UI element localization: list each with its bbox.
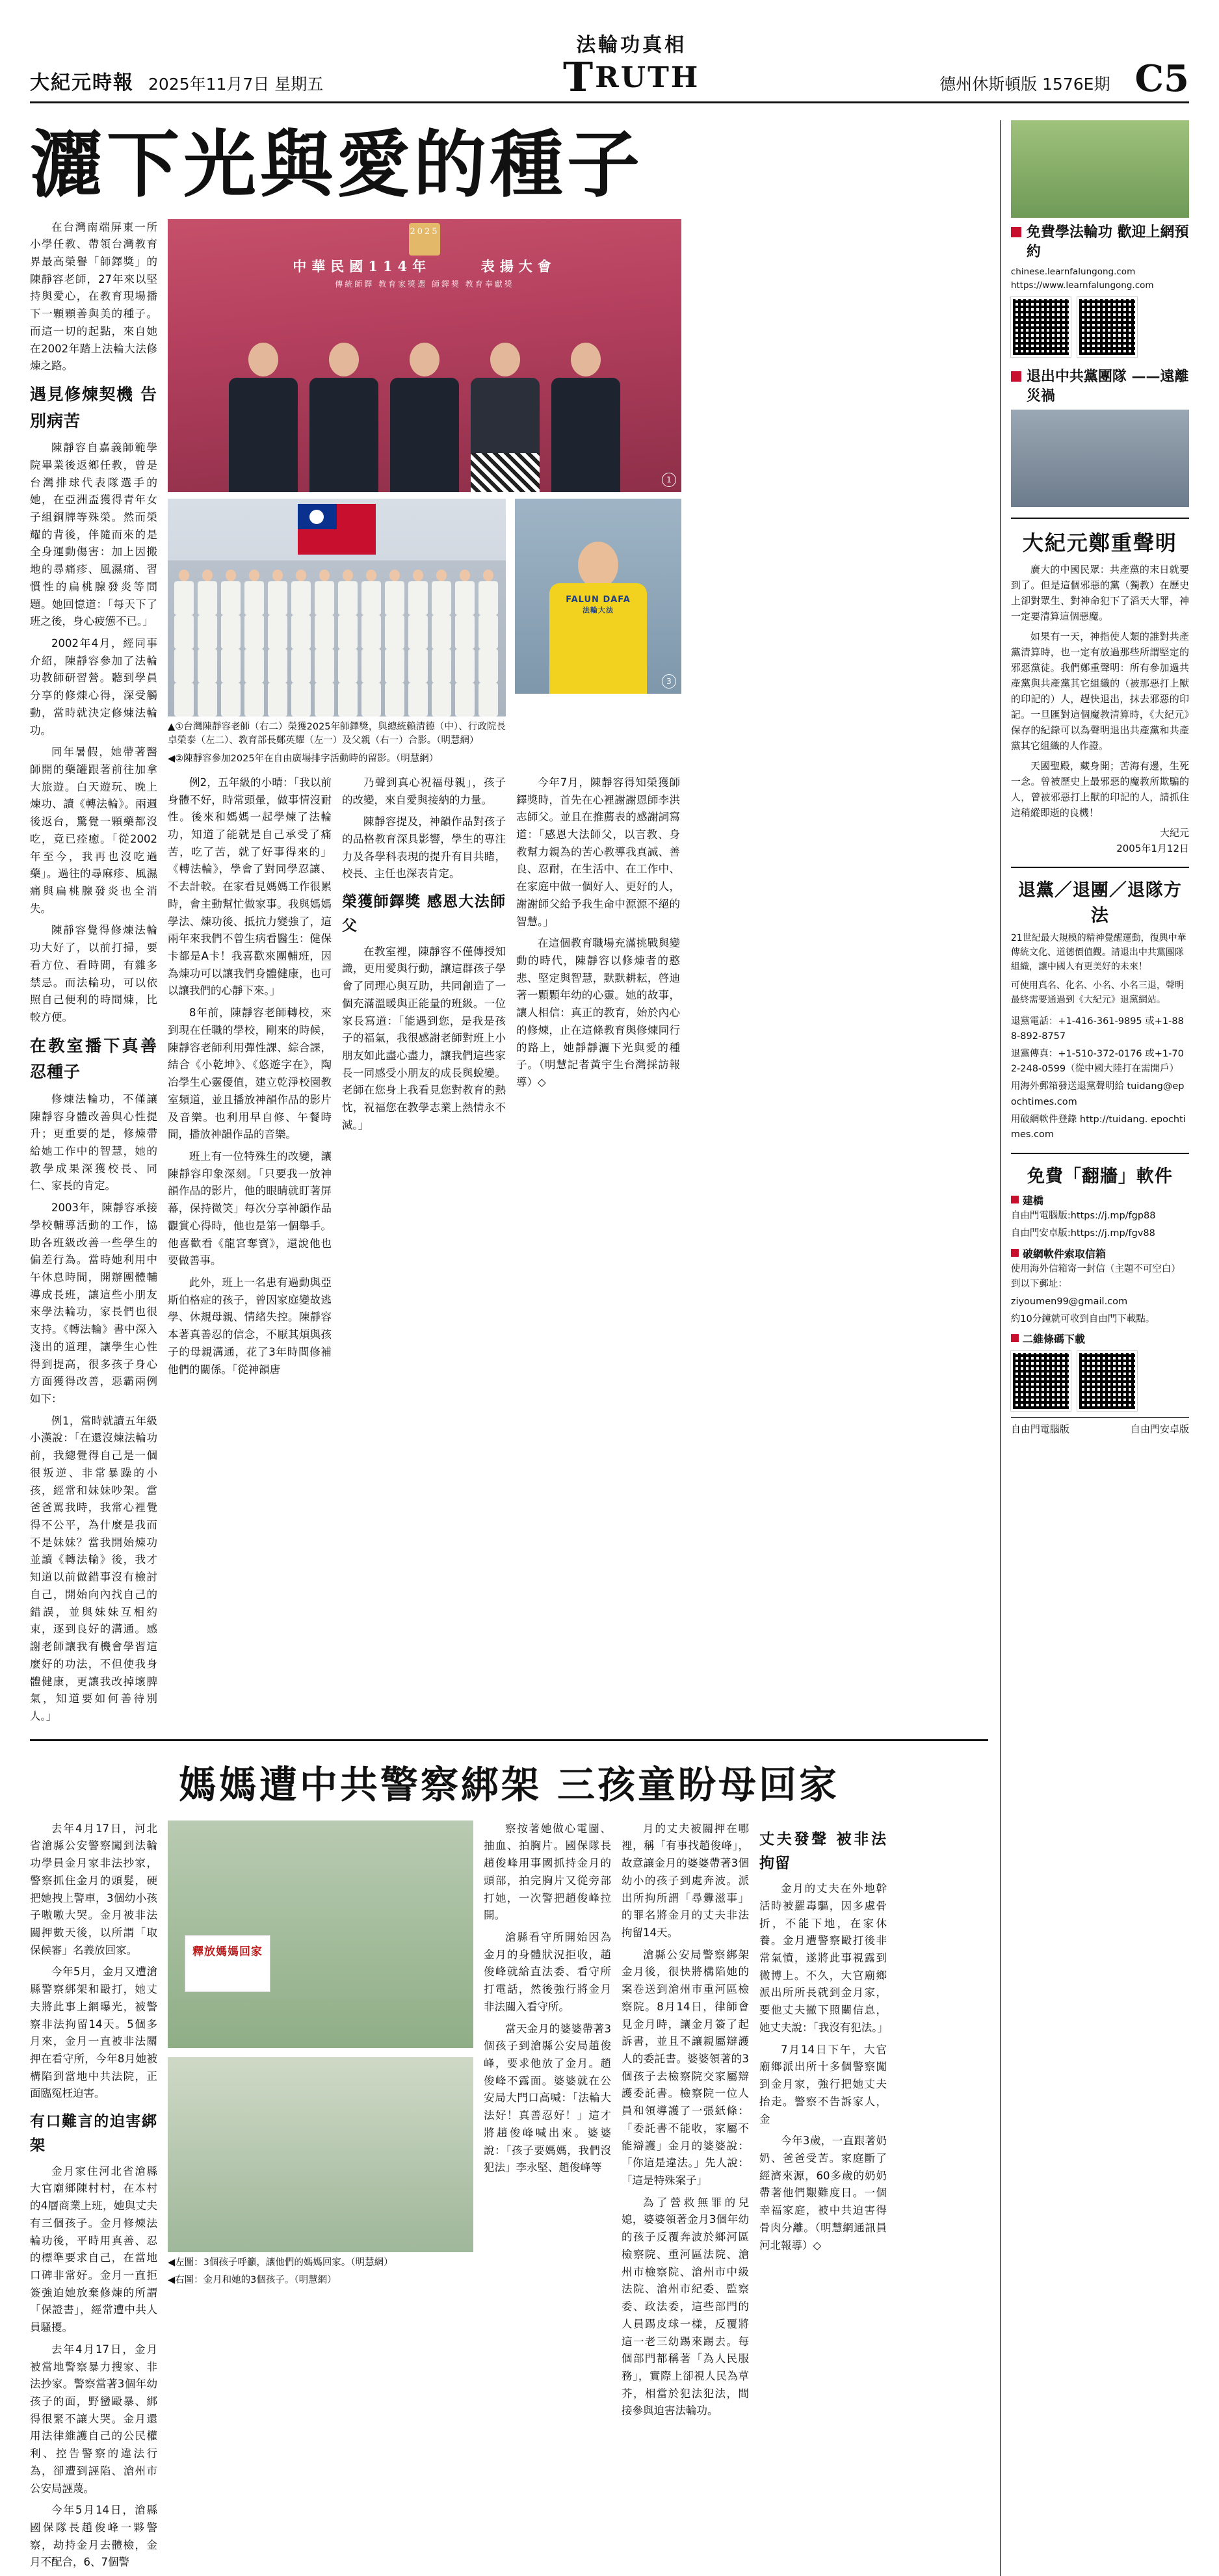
paragraph: 同年暑假，她帶著醫師開的藥罐跟著前往加拿大旅遊。白天遊玩、晚上煉功、讀《轉法輪》。兩週後返台，驚覺一顆藥都沒吃，竟已痊癒。「從2002年至今，我再也沒吃過藥」。過往的尋麻疹、風濕痛與扁桃腺發炎也全消失。 — [30, 746, 157, 915]
article1-sub2: 在教室播下真善忍種子 — [30, 1036, 157, 1082]
solemn-signature — [1011, 825, 1189, 856]
paragraph: 在這個教育職場充滿挑戰與變動的時代，陳靜容以修煉者的憨悲、堅定與智慧，默默耕耘，啓迪著一顆顆年幼的心靈。她的故事，讓人相信：真正的教育，始於內心的修煉，止在這條教育與修煉同行的路上，她靜靜灑下光與愛的種子。（明慧記者黃宇生台灣採訪報導）◇ — [516, 937, 680, 1089]
main-content — [30, 120, 988, 2576]
protest-sign — [185, 1935, 270, 1992]
person-figure — [229, 343, 298, 492]
masthead — [30, 26, 1189, 103]
qr-code-icon[interactable] — [1011, 297, 1071, 357]
software-title: 免費「翻牆」軟件 — [1027, 1166, 1173, 1187]
qr-code-icon[interactable] — [1011, 1351, 1071, 1411]
paragraph: 廣大的中國民眾：共產黨的末日就要到了。但是這個邪惡的黨（獨教）在歷史上卻對眾生、對神命犯下了滔天大罪，神一定要清算這個惡魔。 — [1010, 564, 1189, 623]
paragraph: 去年4月17日，金月被當地警察暴力搜家、非法抄家。警察當著3個年幼孩子的面，野蠻毆暴、綁得很緊不讓大哭。金月還用法律維護自己的公民權利、控告警察的違法行為，卻遭到誣陷、滄州市公安局誣蔑。 — [30, 2343, 157, 2495]
article2-col1 — [30, 1820, 157, 2576]
paragraph: 7月14日下午，大官廟鄉派出所十多個警察闖到金月家，強行把她丈夫抬走。警察不告訴家人，金 — [759, 2043, 887, 2125]
signature-date: 2005年1月12日 — [1116, 843, 1189, 855]
article2-col4 — [622, 1820, 749, 2576]
person-figure — [309, 343, 378, 492]
paragraph: 2002年4月，經同事介紹，陳靜容參加了法輪功教師研習營。聽到學員分享的修煉心得，深受觸動，當時就決定修煉法輪功。 — [30, 637, 157, 737]
article2 — [30, 1739, 988, 2576]
sidebar — [1000, 120, 1189, 2576]
paragraph: 今年5月14日，滄縣國保隊長趙俊峰一夥警察，劫持金月去體檢，金月不配合，6、7個警 — [30, 2504, 157, 2569]
banner-event: 表揚大會 — [480, 257, 557, 274]
software-item-2 — [1011, 1246, 1189, 1261]
promo-quit-ccp — [1011, 367, 1189, 507]
masthead-right — [939, 57, 1189, 100]
student-figure — [338, 570, 358, 615]
student-figure — [291, 570, 311, 615]
quit-methods — [1011, 876, 1189, 1142]
teacher-head — [578, 542, 618, 588]
software-label: 二維條碼下載 — [1022, 1333, 1085, 1346]
paragraph: 修煉法輪功，不僅讓陳靜容身體改善與心性提升；更重要的是，修煉帶給她工作中的智慧，她的教學成果深獲校長、同仁、家長的肯定。 — [30, 1092, 157, 1192]
qr-row — [1011, 297, 1189, 357]
student-figure — [174, 570, 194, 615]
article1-col4 — [342, 774, 506, 1383]
paragraph: 金月家住河北省滄縣大官廟鄉陳村村，在本村的4層商業上班，她與丈夫有三個孩子。金月修煉法輪功後，平時用真善、忍的標準要求自己，在當地口碑非常好。金月一直拒簽強迫她放棄修煉的所謂「保證書」，經常遭中共人員騷擾。 — [30, 2164, 157, 2334]
square-bullet-icon — [1011, 1334, 1019, 1342]
sign-text: 釋放媽媽回家 — [192, 1945, 263, 1958]
square-bullet-icon — [1011, 1196, 1019, 1203]
article1-sub1: 遇見修煉契機 告別病苦 — [30, 385, 157, 430]
promo1-title: 免費學法輪功 歡迎上網預約 — [1026, 224, 1189, 260]
student-figure — [268, 570, 287, 615]
paragraph: 陳靜容提及，神韻作品對孩子的品格教育深具影響，學生的專注力及各學科表現的提升有目共睹，校長、主任也深表肯定。 — [342, 815, 506, 880]
quit-website[interactable]: 用破網軟件登錄 http://tuidang. epochtimes.com — [1010, 1114, 1186, 1140]
photo-people — [168, 323, 681, 492]
paragraph: 2003年，陳靜容承接學校輔導活動的工作，協助各班級改善一些學生的偏差行為。當時她利用中午休息時間，開辦團體輔導成長班，讓這些小朋友來學法輪功，家長們也很支持。《轉法輪》書中深入淺出的道理，讓學生心性得到提高，很多孩子身心方面獲得改善，惡霸兩例如下： — [30, 1202, 157, 1405]
photo-children-sign — [168, 1820, 473, 2048]
article1-header — [30, 120, 988, 219]
divider — [1011, 1153, 1189, 1154]
software-link-android[interactable]: 自由門安卓版:https://j.mp/fgv88 — [1010, 1228, 1155, 1239]
photo-banner: 2025 中華民國114年 表揚大會 傳統師鐸 教育家獎選 師鐸獎 教育奉獻獎 — [168, 227, 681, 289]
free-software — [1011, 1162, 1189, 1436]
promo-photo-parade — [1011, 410, 1189, 507]
paragraph: 月的丈夫被關押在哪裡，稱「有事找趙俊峰」，故意讓金月的婆婆帶著3個幼小的孩子到處奔波。派出所拘所謂「尋釁滋事」的罪名將金月的丈夫非法拘留14天。 — [622, 1822, 749, 1939]
square-bullet-icon — [1011, 1249, 1019, 1257]
paragraph: 陳靜容自嘉義師範學院畢業後返鄉任教，曾是台灣排球代表隊選手的她，在亞洲盃獲得青年女子組銅牌等殊榮。然而榮耀的背後，伴隨而來的是全身運動傷害：加上因搬地的尋痛疹、風濕痛、習慣性的扁桃腺發炎等問題。她回憶道：「每天下了班之後，身心疲憊不已。」 — [30, 441, 157, 628]
article1-col-spacer — [692, 219, 796, 1730]
photo-school-flag — [168, 499, 506, 716]
software-item-3 — [1011, 1331, 1189, 1346]
promo-learn-falungong — [1011, 120, 1189, 357]
article1-sub3: 榮獲師鐸獎 感恩大法師父 — [342, 893, 506, 935]
article2-headline: 媽媽遭中共警察綁架 三孩童盼母回家 — [178, 1762, 840, 1807]
quit-fax[interactable]: 退黨傳真：+1-510-372-0176 或+1-702-248-0599（從中國大陸打在需開戶） — [1010, 1049, 1184, 1075]
article1-lower-columns — [168, 774, 681, 1383]
paragraph: 陳靜容覺得修煉法輪功大好了，以前打掃，要看方位、看時間，有雜多禁忌。而法輪功，可以依照自己便利的時間煉，比較方便。 — [30, 924, 157, 1024]
quit-email[interactable]: 用海外郵箱發送退黨聲明給 tuidang@epochtimes.com — [1010, 1081, 1185, 1107]
software-qr-row — [1011, 1351, 1189, 1411]
qr-caption-pc: 自由門電腦版 — [1010, 1423, 1069, 1436]
person-figure — [551, 343, 620, 492]
paragraph: 今年5月，金月又遭滄縣警察綁架和毆打，她丈夫將此事上網曝光，被警察非法拘留14天。5個多月來，金月一直被非法關押在看守所，今年8月她被構陷到當地中共法院，正面臨冤枉迫害。 — [30, 1965, 157, 2100]
promo1-link-2[interactable]: https://www.learnfalungong.com — [1010, 280, 1154, 291]
student-figure — [432, 570, 451, 615]
paragraph: 天國聖殿，藏身開；苦海有邊，生死一念。曾被歷史上最邪惡的魔教所欺騙的人，曾被邪惡打上獸的印記的人，請抓住這稍縱即逝的良機！ — [1010, 760, 1189, 819]
article2-col5 — [759, 1820, 887, 2576]
article1-columns — [30, 219, 988, 1730]
quit-phone[interactable]: 退黨電話：+1-416-361-9895 或+1-888-892-8757 — [1010, 1016, 1184, 1042]
article1-photos — [168, 219, 681, 1730]
student-figure — [385, 570, 404, 615]
paragraph: 察按著她做心電圖、抽血、拍胸片。國保隊長趙俊峰用事國抓持金月的頭部，拍完胸片又從旁部打她，一次警把趙俊峰拉開。 — [484, 1822, 611, 1922]
masthead-left — [30, 66, 323, 95]
student-figure — [244, 570, 264, 615]
promo1-title-row — [1011, 223, 1189, 261]
article2-sub1: 有口難言的迫害綁架 — [30, 2112, 157, 2155]
paragraph: 為了營救無罪的兒媳，婆婆領著金月3個年幼的孩子反覆奔波於鄉河區檢察院、重河區法院、滄州市檢察院、滄州市中級法院、滄州市紀委、監察委、政法委，這些部門的人員踢皮球一樣，反覆將這一老三幼踢來踢去。每個部門都稱著「為人民服務」，實際上卻視人民為草芥，相當於犯法犯法，間接參與迫害法輪功。 — [622, 2196, 749, 2417]
student-figure — [198, 570, 217, 615]
article1-col3 — [168, 774, 332, 1383]
qr-caption-android: 自由門安卓版 — [1130, 1423, 1189, 1436]
paragraph: 滄縣看守所開始因為金月的身體狀況拒收，趙俊峰就給直法委、看守所打電話，然後強行將金月非法關入看守所。 — [484, 1930, 611, 2013]
page-number: C5 — [1134, 57, 1189, 100]
student-figure — [478, 570, 498, 615]
paragraph: 去年4月17日，河北省滄縣公安警察闖到法輪功學員金月家非法抄家，警察抓住金月的頭髮，硬把她拽上警車，3個幼小孩子嗷嗷大哭。金月被非法關押數天後，以所謂「取保候審」名義放回家。 — [30, 1822, 157, 1956]
software-qr-captions — [1011, 1417, 1189, 1436]
software-note-2: 約10分鐘就可收到自由門下載點。 — [1010, 1314, 1155, 1325]
masthead-center — [562, 29, 700, 101]
software-link-pc[interactable]: 自由門電腦版:https://j.mp/fgp88 — [1010, 1211, 1156, 1222]
student-figure — [455, 570, 475, 615]
page-body — [30, 120, 1189, 2576]
software-item-1 — [1011, 1192, 1189, 1207]
square-bullet-icon — [1011, 371, 1021, 382]
qr-code-icon[interactable] — [1077, 1351, 1137, 1411]
article2-columns — [30, 1820, 988, 2576]
paragraph: 當天金月的婆婆帶著3個孩子到滄縣公安局趙俊峰，要求他放了金月。趙俊峰不露面。婆婆就在公安局大門口高喊：「法輪大法好！真善忍好！」這才將趙俊峰喊出來。婆婆說：「孩子要媽媽，我們沒犯法」李永堅、趙俊峰等 — [484, 2022, 611, 2174]
promo2-title: 退出中共黨團隊 ——遠離災禍 — [1026, 367, 1189, 404]
banner-sub: 傳統師鐸 教育家獎選 師鐸獎 教育奉獻獎 — [335, 279, 514, 289]
software-email[interactable]: ziyoumen99@gmail.com — [1010, 1296, 1128, 1307]
software-note: 使用海外信箱寄一封信（主題不可空白）到以下郵址： — [1010, 1263, 1181, 1289]
paragraph: 今年7月，陳靜容得知榮獲師鐸獎時，首先在心裡謝謝恩師李洪志師父。並且在推薦表的感謝詞寫道：「感恩大法師父，以言教、身教幫力親為的苦心教導我真誠、善良、忍耐，在生活中、在工作中、在家庭中做一個好人、更好的人，謝謝師父給予我生命中源源不絕的智慧。」 — [516, 776, 680, 928]
promo2-title-row — [1011, 367, 1189, 406]
section-title-cn: 法輪功真相 — [576, 34, 687, 57]
paragraph: 如果有一天，神指使人類的誰對共產黨清算時，也一定有放過那些所謂堅定的邪惡黨徒。我們鄭重聲明：所有參加過共產黨與共產黨其它組織的（被那惡打上獸的印記的）人，趕快退出，抹去邪惡的印記。一旦匯對這個魔教清算時，《大紀元》保存的紀錄可以為聲明退出共產黨和共產黨其它組織的人作證。 — [1010, 631, 1189, 752]
photo-row-2 — [168, 499, 681, 767]
quit-intro: 21世紀最大規模的精神覺醒運動，復興中華傳統文化、道德價值觀。請退出中共黨團隊組織，讓中國人有更美好的未來！ — [1010, 933, 1186, 972]
student-figure — [361, 570, 381, 615]
paragraph: 今年3歲，一直跟著奶奶、爸爸受苦。家庭斷了經濟來源，60多歲的奶奶帶著他們艱難度日。一個幸福家庭，被中共迫害得骨肉分離。（明慧網通訊員河北報導）◇ — [759, 2135, 887, 2252]
photo-number-badge: 3 — [662, 674, 676, 689]
student-figure — [315, 570, 334, 615]
promo-photo-outdoor — [1011, 120, 1189, 218]
article2-sub2: 丈夫發聲 被非法拘留 — [759, 1830, 887, 1872]
article1-col5 — [516, 774, 680, 1383]
paragraph: 金月的丈夫在外地幹活時被羅毒驅，因多處骨折，不能下地，在家休養。金月遭警察毆打後非常氣憤，遂將此事視露到微博上。不久，大官廟鄉派出所所長就到金月家，要他丈夫撤下照關信息，她丈夫說：「我沒有犯法。」 — [759, 1882, 888, 2034]
signature-name: 大紀元 — [1159, 827, 1189, 839]
software-label: 建橋 — [1022, 1194, 1043, 1207]
paragraph: 例2，五年級的小晴：「我以前身體不好，時常頭暈，做事情沒耐性。後來和媽媽一起學煉了法輪功，知道了能就是自己承受了痛苦，吃了苦，就了好事得來的」《轉法輪》，學會了對同學忍讓、不去計較。在家看見媽媽工作很累時，會主動幫忙做家事。我與媽媽學法、煉功後、抵抗力變強了，這兩年來我們不曾生病看醫生：健保卡都是A卡！我喜歡來團輔班，因為煉功可以讓我們身體健康，也可以讓我們的心靜下來。」 — [168, 776, 332, 997]
edition-label: 德州休斯頓版 1576E期 — [939, 75, 1110, 94]
student-figure — [408, 570, 428, 615]
caption-1: ▲①台灣陳靜容老師（右二）榮獲2025年師鐸獎，與總統賴清德（中）、行政院長卓榮泰（左二）、教育部長鄭英耀（左一）及父親（右一）合影。（明慧網） — [168, 721, 506, 746]
section-title-en: TRUTH — [562, 53, 700, 101]
article2-photos — [168, 1820, 473, 2576]
qr-code-icon[interactable] — [1077, 297, 1137, 357]
photo-award-ceremony — [168, 219, 681, 492]
person-figure — [390, 343, 459, 492]
article2-col3 — [484, 1820, 611, 2576]
quit-note: 可使用真名、化名、小名、小名三退，聲明最終需要通過到《大紀元》退黨網站。 — [1010, 980, 1184, 1005]
teacher-shirt: FALUN DAFA 法輪大法 — [549, 583, 647, 694]
paragraph: 例1，當時就讀五年級小漢說：「在還沒煉法輪功前，我總覺得自己是一個很叛逆、非常暴躁的小孩，經常和妹妹吵架。當爸爸罵我時，我常心裡覺得不公平，為什麼是我而不是妹妹？當我開始煉功並讀《轉法輪》後，我才知道以前做錯事沒有檢討自己，開始向內找自己的錯誤，並與妹妹互相約束，逐到良好的溝通。感謝老師讓我有機會學習這麼好的功法，不但使我身體健康，更讓我改掉壞脾氣，知道要如何善待別人。」 — [30, 1414, 157, 1722]
caption-2: ◀②陳靜容參加2025年在自由廣場排字活動時的留影。（明慧網） — [168, 754, 439, 765]
software-label: 破網軟件索取信箱 — [1022, 1247, 1106, 1260]
flag-icon — [298, 504, 376, 555]
article1-headline: 灑下光與愛的種子 — [30, 122, 644, 207]
article1-lead: 在台灣南端屏東一所小學任教、帶領台灣教育界最高榮譽「師鐸獎」的陳靜容老師，27年來以堅持與愛心，在教育現場播下一顆顆善與美的種子。而這一切的起點，來自她在2002年踏上法輪大法修煉之路。 — [30, 220, 157, 373]
paragraph: 此外，班上一名患有過動與亞斯伯格症的孩子，曾因家庭變故逃學、休規母親、情緒失控。陳靜容本著真善忍的信念，不厭其煩與孩子的母親溝通，花了3年時間修補他們的關係。「從神韻唐 — [168, 1276, 332, 1376]
paragraph: 班上有一位特殊生的改變，讓陳靜容印象深刻。「只要我一放神韻作品的影片，他的眼睛就盯著屏幕，保持微笑」每次分享神韻作品觀賞心得時，他也是第一個舉手。他喜歡看《龍宮奪寶》，還說他也要做善事。 — [168, 1150, 332, 1267]
students-rows — [168, 560, 506, 716]
photo-teacher — [515, 499, 681, 694]
person-figure-awardee — [471, 343, 540, 492]
square-bullet-icon — [1011, 227, 1021, 237]
caption-right: ◀右圖：金月和她的3個孩子。（明慧網） — [168, 2275, 337, 2286]
solemn-body — [1011, 562, 1189, 821]
divider — [1011, 518, 1189, 519]
paragraph: 滄縣公安局警察綁架金月後，很快將構陷她的案卷送到滄州市重河區檢察院。8月14日，律師會見金月時，讓金月簽了起訴書，並且不讓親屬辯護人的委託書。婆婆領著的3個孩子去檢察院交家屬辯護委託書。檢察院一位人員和領導護了一張紙條：「委託書不能收，家屬不能辯護」金月的婆婆說：「你這是違法。」先人說：「這是特殊案子」 — [622, 1948, 749, 2187]
photo-mother-children — [168, 2057, 473, 2252]
paragraph: 乃聲到真心祝福母親」，孩子的改變，來自愛與接納的力量。 — [342, 776, 506, 806]
caption-left: ◀左圖：3個孩子呼籲，讓他們的媽媽回家。（明慧網） — [168, 2257, 393, 2268]
divider — [1011, 867, 1189, 868]
article1-col1 — [30, 219, 157, 1730]
issue-date: 2025年11月7日 星期五 — [148, 75, 324, 94]
paragraph: 在教室裡，陳靜容不僅傳授知識，更用愛與行動，讓這群孩子學會了同理心與互助，共同創造了一個充滿溫暖與正能量的班級。一位家長寫道：「能遇到您，是我是孩子的福氣，我很感謝老師對班上小朋友如此盡心盡力，讓我們這些家長一同感受小朋友的成長與蛻變。老師在您身上我看見您對教育的熱忱，祝福您在教學志業上熱情永不滅。」 — [342, 945, 506, 1131]
solemn-title: 大紀元鄭重聲明 — [1022, 531, 1177, 556]
solemn-declaration — [1011, 527, 1189, 856]
banner-year: 中華民國114年 — [293, 257, 432, 274]
promo1-link-1[interactable]: chinese.learnfalungong.com — [1010, 267, 1136, 278]
publication-logo: 大紀元時報 — [30, 72, 134, 94]
paragraph: 8年前，陳靜容老師轉校，來到現在任職的學校，剛來的時候，陳靜容老師利用彈性課、綜合課，結合《小乾坤》、《悠遊字在》，陶冶學生心靈優值，建立乾淨校園教室頻道，並且播放神韻作品的影片及音樂。也利用早自修、午餐時間，播放神韻作品的音樂。 — [168, 1006, 332, 1141]
photo-number-badge: 1 — [662, 473, 676, 487]
student-figure — [221, 570, 241, 615]
quit-title: 退黨／退團／退隊方法 — [1017, 880, 1182, 927]
